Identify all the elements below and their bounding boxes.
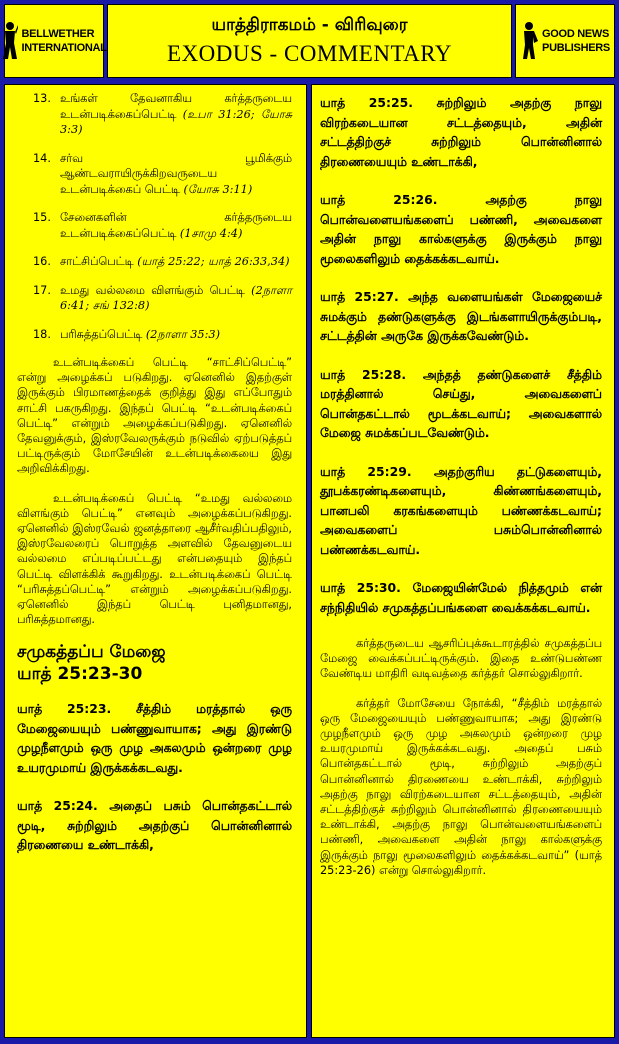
good-news-figure-icon bbox=[520, 21, 540, 61]
good-news-logo bbox=[515, 4, 615, 78]
list-reference: (2நாளா 35:3) bbox=[145, 327, 221, 341]
scripture-verse: யாத் 25:25. சுற்றிலும் அதற்கு நாலு விரற்கடையான சட்டத்தையும், அதின் சட்டத்திற்குச் சுற்றிலும் பொன்னினால் திரணையையும் உண்டாக்கி, bbox=[320, 95, 602, 169]
right-column bbox=[311, 84, 615, 1038]
list-item bbox=[17, 254, 292, 270]
list-reference: (1சாமு 4:4) bbox=[179, 226, 243, 240]
commentary-paragraph: உடன்படிக்கைப் பெட்டி “உமது வல்லமை விளங்கும் பெட்டி” எனவும் அழைக்கப்படுகிறது. ஏனெனில் இஸ்ரவேல் ஜனத்தாரை ஆசீர்வதிப்பதிலும், இஸ்ரவேலரைப் பொறுத்த அளவில் தேவனுடைய வல்லமை எப்படிப்பட்டது என்பதையும் இந்தப் பெட்டி விளக்கிக் கூறுகிறது. உடன்படிக்கைப் பெட்டி “பரிசுத்தப்பெட்டி” என்றும் அழைக்கப்படுகிறது. ஏனெனில் இந்தப் பெட்டி புனிதமானது, பரிசுத்தமானது. bbox=[17, 491, 292, 627]
scripture-verse: யாத் 25:26. அதற்கு நாலு பொன்வளையங்களைப் பண்ணி, அவைகளை அதின் நாலு கால்களுக்கு இருக்கும் நாலு மூலைகளிலும் தைக்கக்கடவாய். bbox=[320, 192, 602, 266]
section-heading bbox=[17, 641, 292, 685]
section-title: சமுகத்தப்ப மேஜை bbox=[17, 642, 166, 663]
list-number: 16. bbox=[33, 255, 51, 268]
list-number: 14. bbox=[33, 151, 51, 165]
good-news-logo-line1: GOOD NEWS bbox=[542, 28, 610, 40]
list-number: 18. bbox=[33, 327, 51, 341]
header bbox=[4, 4, 615, 78]
bellwether-figure-icon bbox=[1, 21, 19, 61]
list-text: உங்கள் தேவனாகிய கர்த்தருடைய உடன்படிக்கைப்பெட்டி bbox=[60, 92, 292, 121]
list-item bbox=[17, 327, 292, 343]
list-text: சர்வ பூமிக்கும் ஆண்டவராயிருக்கிறவருடைய உடன்படிக்கைப் பெட்டி bbox=[60, 151, 292, 196]
page-title-english: EXODUS - COMMENTARY bbox=[167, 41, 452, 66]
commentary-paragraph: உடன்படிக்கைப் பெட்டி “சாட்சிப்பெட்டி” என்று அழைக்கப் படுகிறது. ஏனெனில் இதற்குள் இருக்கும் பிரமாணத்தைக் குறித்து இது எப்போதும் சாட்சி பகருகிறது. இந்தப் பெட்டி “உடன்படிக்கைப் பெட்டி” என்றும் அழைக்கப்படுகிறது. ஏனெனில் தேவனுக்கும், இஸ்ரவேலருக்கும் நடுவில் ஏற்படுத்தப் பட்டிருக்கும் மோசேயின் உடன்படிக்கையை இது அறிவிக்கிறது. bbox=[17, 356, 292, 476]
title-box bbox=[107, 4, 512, 78]
scripture-verse: யாத் 25:29. அதற்குரிய தட்டுகளையும், தூபக்கரண்டிகளையும், கிண்ணங்களையும், பானபலி கரகங்களையும் பண்ணக்கடவாய்; அவைகளைப் பசும்பொன்னினால் பண்ணக்கடவாய். bbox=[320, 463, 602, 557]
list-reference: (2நாளா 6:41; சங் 132:8) bbox=[60, 283, 292, 312]
scripture-verse: யாத் 25:23. சீத்திம் மரத்தால் ஒரு மேஜையையும் பண்ணுவாயாக; அது இரண்டு முழநீளமும் ஒரு முழ அகலமும் ஒன்றரை முழ உயரமுமாய் இருக்கக்கடவது. bbox=[17, 701, 292, 775]
commentary-paragraph: கர்த்தருடைய ஆசரிப்புக்கூடாரத்தில் சமுகத்தப்ப மேஜை வைக்கப்பட்டிருக்கும். இதை உண்டுபண்ண வேண்டிய மாதிரி வடிவத்தை கர்த்தர் சொல்லுகிறார். bbox=[320, 637, 602, 681]
list-text: சேனைகளின் கர்த்தருடைய உடன்படிக்கைப்பெட்டி bbox=[60, 211, 292, 240]
bellwether-logo bbox=[4, 4, 107, 78]
list-text: பரிசுத்தப்பெட்டி bbox=[60, 327, 143, 341]
list-item bbox=[17, 151, 292, 198]
scripture-verse: யாத் 25:30. மேஜையின்மேல் நித்தமும் என் சந்நிதியில் சமுகத்தப்பங்களை வைக்கக்கடவாய். bbox=[320, 580, 602, 615]
list-reference: (உபா 31:26; யோசு 3:3) bbox=[60, 107, 292, 136]
bellwether-logo-line1: BELLWETHER bbox=[21, 28, 95, 40]
list-number: 15. bbox=[33, 211, 51, 224]
list-number: 13. bbox=[33, 92, 51, 105]
commentary-paragraph: கர்த்தர் மோசேயை நோக்கி, “சீத்திம் மரத்தால் ஒரு மேஜையையும் பண்ணுவாயாக; அது இரண்டு முழநீளமும் ஒரு முழ அகலமும் ஒன்றரை முழ உயரமுமாய் இருக்கக்கடவது. அதைப் பசும் பொன்தகட்டால் மூடி, சுற்றிலும் அதற்குப் பொன்னினால் திரணையை உண்டாக்கி, சுற்றிலும் அதற்கு நாலு விரற்கடையான சட்டத்தையும், அதின் சட்டத்திற்குச் சுற்றிலும் பொன்னினால் திரணையையும் உண்டாக்கி, அதற்கு நாலு பொன்வளையங்களைப் பண்ணி, அவைகளை அதின் நாலு கால்களுக்கு இருக்கும் நாலு மூலைகளிலும் தைக்கக்கடவாய்” (யாத் 25:23-26) என்று சொல்லுகிறார். bbox=[320, 696, 602, 877]
list-number: 17. bbox=[33, 283, 51, 297]
section-reference: யாத் 25:23-30 bbox=[17, 664, 143, 685]
list-item bbox=[17, 91, 292, 138]
left-column bbox=[4, 84, 307, 1038]
scripture-verse: யாத் 25:24. அதைப் பசும் பொன்தகட்டால் மூடி, சுற்றிலும் அதற்குப் பொன்னினால் திரணையை உண்டாக்கி, bbox=[17, 798, 292, 853]
list-reference: (யாத் 25:22; யாத் 26:33,34) bbox=[137, 255, 290, 268]
good-news-logo-line2: PUBLISHERS bbox=[542, 42, 610, 54]
page-title-tamil: யாத்திராகமம் - விரிவுரை bbox=[211, 15, 408, 35]
bellwether-logo-line2: INTERNATIONAL bbox=[21, 42, 107, 54]
list-item bbox=[17, 210, 292, 241]
scripture-verse: யாத் 25:28. அந்தத் தண்டுகளைச் சீத்திம் மரத்தினால் செய்து, அவைகளைப் பொன்தகட்டால் மூடக்கடவாய்; அவைகளால் மேஜை சுமக்கப்படவேண்டும். bbox=[320, 366, 602, 440]
list-item bbox=[17, 283, 292, 314]
scripture-verse: யாத் 25:27. அந்த வளையங்கள் மேஜையைச் சுமக்கும் தண்டுகளுக்கு இடங்களாயிருக்கும்படி, சட்டத்தின் அருகே இருக்கவேண்டும். bbox=[320, 289, 602, 343]
list-reference: (யோசு 3:11) bbox=[183, 182, 253, 196]
list-text: சாட்சிப்பெட்டி bbox=[60, 255, 134, 268]
list-text: உமது வல்லமை விளங்கும் பெட்டி bbox=[60, 283, 245, 297]
